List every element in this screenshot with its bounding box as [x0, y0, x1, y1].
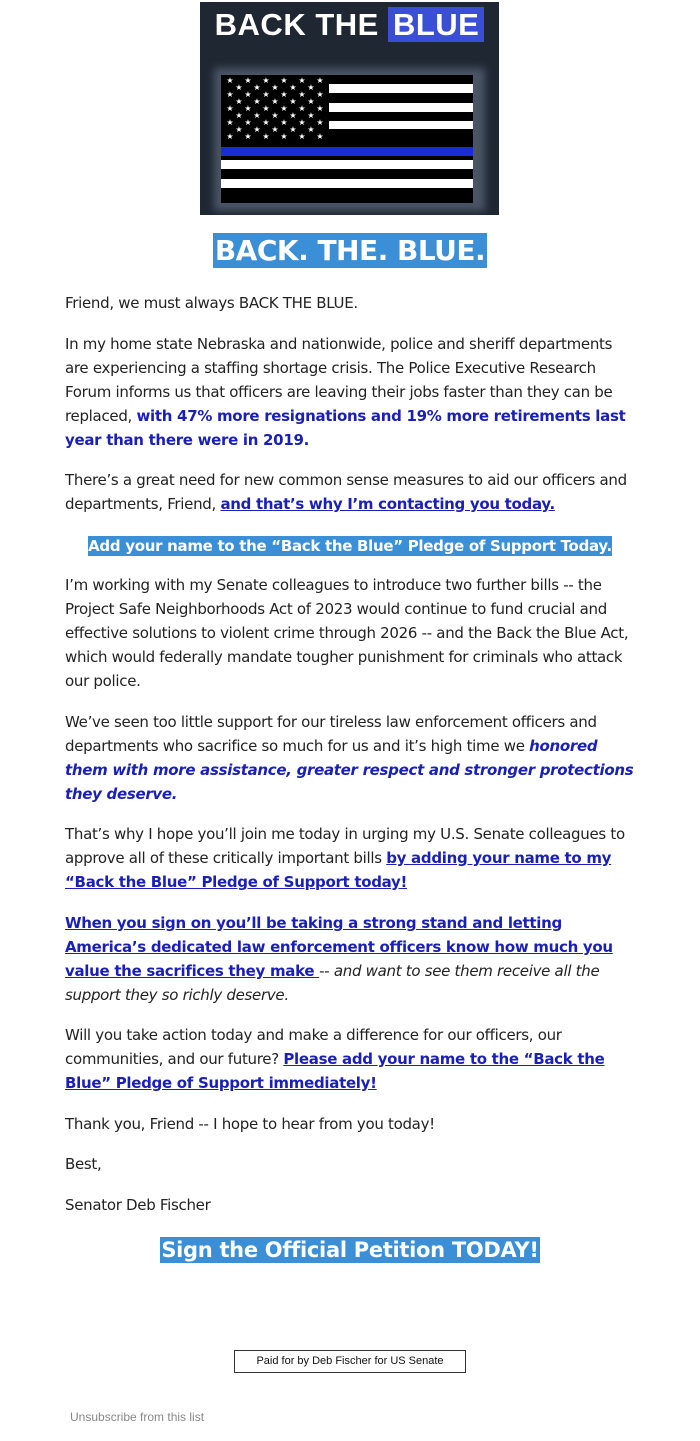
flag-star: ★: [271, 111, 279, 120]
flag-star: ★: [244, 118, 252, 127]
flag-star: ★: [280, 118, 288, 127]
paragraph-need: There’s a great need for new common sense measures to aid our officers and departments, Friend, and that’s why I’m contacting you today.: [65, 471, 627, 513]
closing: Best,: [65, 1155, 102, 1173]
flag-star: ★: [289, 111, 297, 120]
flag-star: ★: [280, 104, 288, 113]
flag-star: ★: [262, 76, 270, 85]
flag-star: ★: [262, 118, 270, 127]
banner-title-white: BACK THE: [214, 7, 379, 42]
flag-star: ★: [316, 76, 324, 85]
flag-star: ★: [307, 97, 315, 106]
paragraph-urging: That’s why I hope you’ll join me today in urging my U.S. Senate colleagues to approve all of these critically important bills by adding your name to my “Back the Blue” Pledge of Support today!: [65, 825, 625, 891]
flag-star: ★: [298, 118, 306, 127]
banner-title-blue: BLUE: [388, 7, 484, 42]
flag-star: ★: [298, 76, 306, 85]
flag-star: ★: [262, 90, 270, 99]
flag-star: ★: [316, 118, 324, 127]
flag-star: ★: [289, 125, 297, 134]
flag-star: ★: [226, 76, 234, 85]
paragraph-support: We’ve seen too little support for our tireless law enforcement officers and departments who sacrifice so much for us and it’s high time we honored them with more assistance, greater respect and stronger protections they deserve.: [65, 713, 634, 803]
flag-star: ★: [316, 90, 324, 99]
flag-star: ★: [244, 90, 252, 99]
flag-star: ★: [235, 97, 243, 106]
flag-star: ★: [316, 104, 324, 113]
flag-star: ★: [280, 90, 288, 99]
flag-star: ★: [271, 125, 279, 134]
paragraph-sign-on: When you sign on you’ll be taking a strong stand and letting America’s dedicated law enforcement officers know how much you value the sacrifices they make -- and want to see them receive all the support they so richly deserve.: [65, 914, 613, 1004]
thin-blue-line-flag-icon: [221, 75, 473, 203]
pledge-immediately-link[interactable]: Please add your name to the “Back the Blue” Pledge of Support immediately!: [65, 1050, 605, 1092]
flag-star: ★: [271, 97, 279, 106]
flag-star: ★: [244, 76, 252, 85]
flag-star: ★: [226, 118, 234, 127]
paragraph-action: Will you take action today and make a difference for our officers, our communities, and our future? Please add your name to the “Back the Blue” Pledge of Support immediately!: [65, 1026, 605, 1092]
flag-star: ★: [289, 97, 297, 106]
thank-you: Thank you, Friend -- I hope to hear from you today!: [65, 1115, 435, 1133]
flag-star: ★: [226, 104, 234, 113]
flag-star: ★: [280, 132, 288, 141]
flag-star: ★: [235, 83, 243, 92]
resignation-stats: with 47% more resignations and 19% more retirements last year than there were in 2019.: [65, 407, 626, 449]
flag-star: ★: [280, 76, 288, 85]
flag-star: ★: [307, 83, 315, 92]
flag-star: ★: [235, 111, 243, 120]
paragraph-bills: I’m working with my Senate colleagues to introduce two further bills -- the Project Safe Neighborhoods Act of 2023 would continue to fund crucial and effective solutions to violent crime through 2026 -- and the Back the Blue Act, which would federally mandate tougher punishment for criminals who attack our police.: [65, 576, 629, 690]
flag-star: ★: [307, 111, 315, 120]
contacting-you-link[interactable]: and that’s why I’m contacting you today.: [220, 495, 555, 513]
flag-star: ★: [226, 90, 234, 99]
flag-star: ★: [253, 83, 261, 92]
sign-petition-button[interactable]: Sign the Official Petition TODAY!: [161, 1238, 539, 1262]
sign-on-link[interactable]: When you sign on you’ll be taking a strong stand and letting America’s dedicated law enforcement officers know how much you value the sacrifices they make: [65, 914, 613, 980]
flag-star: ★: [235, 125, 243, 134]
unsubscribe-link[interactable]: Unsubscribe from this list: [70, 1410, 205, 1424]
flag-star: ★: [298, 104, 306, 113]
banner-title: [200, 7, 499, 43]
pledge-cta-mid[interactable]: Add your name to the “Back the Blue” Pledge of Support Today.: [88, 537, 612, 555]
signature: Senator Deb Fischer: [65, 1196, 211, 1214]
flag-star: ★: [244, 104, 252, 113]
greeting: Friend, we must always BACK THE BLUE.: [65, 294, 358, 312]
flag-star: ★: [262, 104, 270, 113]
add-name-link[interactable]: by adding your name to my “Back the Blue” Pledge of Support today!: [65, 849, 612, 891]
flag-star: ★: [253, 125, 261, 134]
flag-star: ★: [244, 132, 252, 141]
flag-star: ★: [262, 132, 270, 141]
flag-star: ★: [253, 97, 261, 106]
flag-star: ★: [253, 111, 261, 120]
headline: BACK. THE. BLUE.: [214, 234, 486, 267]
flag-star: ★: [289, 83, 297, 92]
flag-star: ★: [298, 90, 306, 99]
flag-star: ★: [226, 132, 234, 141]
paid-for-disclaimer: Paid for by Deb Fischer for US Senate: [234, 1350, 466, 1373]
paragraph-staffing: In my home state Nebraska and nationwide, police and sheriff departments are experiencing a staffing shortage crisis. The Police Executive Research Forum informs us that officers are leaving their jobs faster than they can be replaced, with 47% more resignations and 19% more retirements last year than there were in 2019.: [65, 335, 626, 449]
honored-emphasis: honored them with more assistance, greater respect and stronger protections they deserve.: [65, 737, 634, 803]
flag-star: ★: [271, 83, 279, 92]
flag-star: ★: [307, 125, 315, 134]
flag-star: ★: [316, 132, 324, 141]
flag-star: ★: [298, 132, 306, 141]
